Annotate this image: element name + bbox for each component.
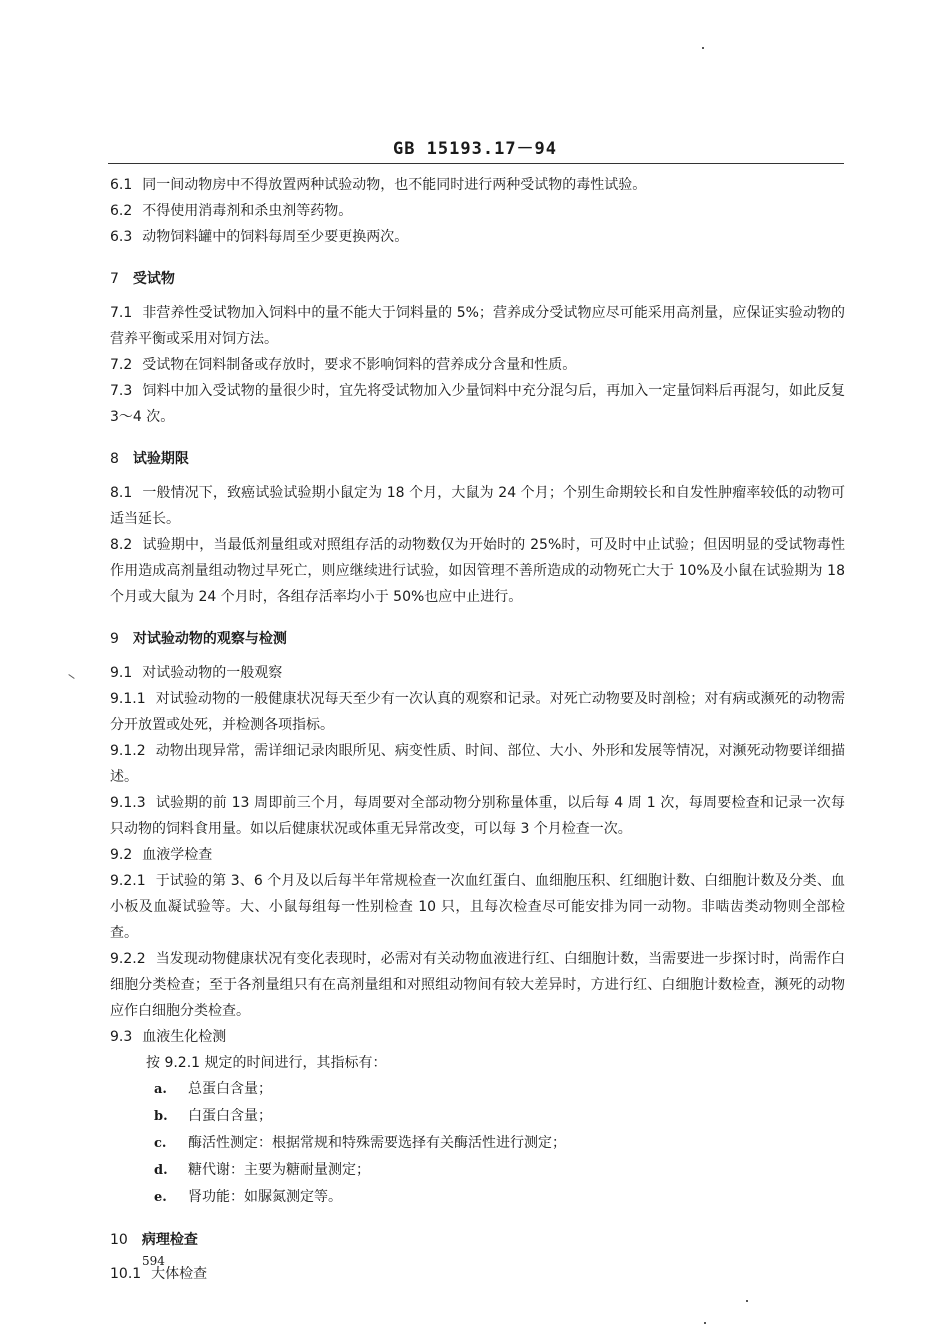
standard-header: GB 15193.17－94 [392,139,558,159]
clause-text: 试验期中，当最低剂量组或对照组存活的动物数仅为开始时的 25%时，可及时中止试验；但因明显的受试物毒性作用造成高剂量组动物过早死亡，则应继续进行试验，如因管理不善所造成的动物死亡大于 10%及小鼠在试验期为 18 个月或大鼠为 24 个月时，各组存活率均小于 50%也应中止进行。 [110,537,845,605]
clause-text: 不得使用消毒剂和杀虫剂等药物。 [142,203,353,219]
section-number: 8 [110,451,119,467]
list-item-text: 总蛋白含量； [188,1081,272,1097]
clause-number: 6.1 [110,177,133,193]
list-item-text: 肾功能：如脲氮测定等。 [188,1189,342,1205]
clause-number: 9.1.3 [110,795,146,811]
list-item-d [110,1157,845,1184]
clause-6-3 [110,224,845,250]
clause-9-1-2 [110,738,845,790]
subsection-title: 大体检查 [151,1266,208,1282]
subsection-9-1-heading [110,660,845,686]
subsection-10-1-heading [110,1261,845,1287]
clause-text: 非营养性受试物加入饲料中的量不能大于饲料量的 5%；营养成分受试物应尽可能采用高剂量，应保证实验动物的营养平衡或采用对饲方法。 [110,305,845,347]
list-item-a [110,1076,845,1103]
subsection-number: 9.3 [110,1029,133,1045]
section-7-heading [110,266,845,292]
section-title: 病理检查 [141,1232,198,1248]
scan-speck [702,47,704,49]
subsection-9-2-heading [110,842,845,868]
clause-6-2 [110,198,845,224]
scan-speck [704,1322,706,1324]
list-item-text: 酶活性测定：根据常规和特殊需要选择有关酶活性进行测定； [188,1135,566,1151]
clause-text: 对试验动物的一般健康状况每天至少有一次认真的观察和记录。对死亡动物要及时剖检；对有病或濒死的动物需分开放置或处死，并检测各项指标。 [110,691,845,733]
clause-number: 9.1.1 [110,691,146,707]
clause-number: 6.3 [110,229,133,245]
clause-text: 试验期的前 13 周即前三个月，每周要对全部动物分别称量体重，以后每 4 周 1 次，每周要检查和记录一次每只动物的饲料食用量。如以后健康状况或体重无异常改变，可以每 3 个月检查一次。 [110,795,845,837]
clause-text: 当发现动物健康状况有变化表现时，必需对有关动物血液进行红、白细胞计数，当需要进一步探讨时，尚需作白细胞分类检查；至于各剂量组只有在高剂量组和对照组动物间有较大差异时，方进行红、白细胞计数检查，濒死的动物应作白细胞分类检查。 [110,951,845,1019]
scan-speck [746,1300,748,1302]
clause-6-1 [110,172,845,198]
clause-text: 饲料中加入受试物的量很少时，宜先将受试物加入少量饲料中充分混匀后，再加入一定量饲料后再混匀，如此反复 3～4 次。 [110,383,845,425]
section-title: 试验期限 [132,451,189,467]
section-number: 9 [110,631,119,647]
list-item-text: 白蛋白含量； [188,1108,272,1124]
section-number: 10 [110,1232,128,1248]
section-number: 7 [110,271,119,287]
clause-8-1 [110,480,845,532]
clause-number: 6.2 [110,203,133,219]
list-item-b [110,1103,845,1130]
document-body [110,172,845,1287]
clause-number: 7.3 [110,383,133,399]
list-marker: c. [154,1136,167,1151]
subsection-9-3-heading [110,1024,845,1050]
subsection-title: 对试验动物的一般观察 [142,665,283,681]
subsection-number: 10.1 [110,1266,142,1282]
scan-speck [68,674,74,679]
clause-text: 动物出现异常，需详细记录肉眼所见、病变性质、时间、部位、大小、外形和发展等情况，对濒死动物要详细描述。 [110,743,845,785]
subsection-number: 9.1 [110,665,133,681]
clause-text: 同一间动物房中不得放置两种试验动物，也不能同时进行两种受试物的毒性试验。 [142,177,647,193]
clause-text: 动物饲料罐中的饲料每周至少要更换两次。 [142,229,409,245]
list-item-e [110,1184,845,1211]
clause-number: 8.1 [110,485,133,501]
clause-number: 7.2 [110,357,133,373]
list-marker: d. [154,1163,168,1178]
clause-7-1 [110,300,845,352]
clause-9-3-intro: 按 9.2.1 规定的时间进行，其指标有： [146,1055,387,1071]
list-marker: a. [154,1082,167,1097]
clause-9-2-1 [110,868,845,946]
subsection-title: 血液生化检测 [142,1029,227,1045]
subsection-title: 血液学检查 [142,847,213,863]
header-divider [108,163,844,164]
section-title: 对试验动物的观察与检测 [132,631,287,647]
clause-9-1-1 [110,686,845,738]
clause-7-3 [110,378,845,430]
subsection-number: 9.2 [110,847,133,863]
list-marker: b. [154,1109,168,1124]
list-item-c [110,1130,845,1157]
clause-7-2 [110,352,845,378]
list-item-text: 糖代谢：主要为糖耐量测定； [188,1162,370,1178]
clause-number: 9.2.1 [110,873,146,889]
clause-9-2-2 [110,946,845,1024]
page-number: 594 [142,1254,165,1268]
clause-text: 一般情况下，致癌试验试验期小鼠定为 18 个月，大鼠为 24 个月；个别生命期较长和自发性肿瘤率较低的动物可适当延长。 [110,485,845,527]
clause-8-2 [110,532,845,610]
clause-text: 受试物在饲料制备或存放时，要求不影响饲料的营养成分含量和性质。 [142,357,577,373]
clause-number: 7.1 [110,305,133,321]
list-marker: e. [154,1190,167,1205]
clause-text: 于试验的第 3、6 个月及以后每半年常规检查一次血红蛋白、血细胞压积、红细胞计数、白细胞计数及分类、血小板及血凝试验等。大、小鼠每组每一性别检查 10 只，且每次检查尽可能安排为同一动物。非啮齿类动物则全部检查。 [110,873,845,941]
clause-number: 9.1.2 [110,743,146,759]
section-8-heading [110,446,845,472]
clause-number: 8.2 [110,537,133,553]
clause-9-1-3 [110,790,845,842]
section-title: 受试物 [132,271,175,287]
section-10-heading [110,1227,845,1253]
section-9-heading [110,626,845,652]
clause-number: 9.2.2 [110,951,146,967]
